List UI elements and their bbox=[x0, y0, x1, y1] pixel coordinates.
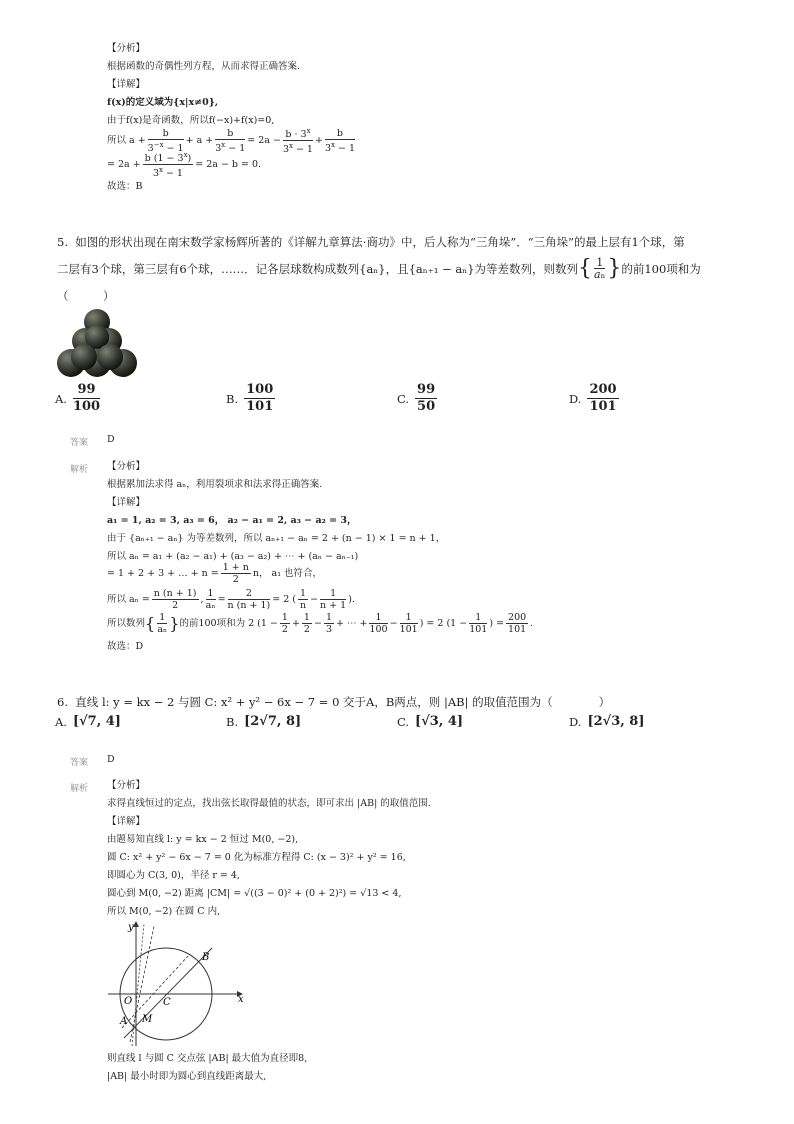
q5-detail-label: 【详解】 bbox=[107, 497, 146, 508]
label-c: C bbox=[163, 997, 171, 1008]
q5-choice: 故选：D bbox=[107, 641, 144, 652]
q6-detail-4: 圆心到 M(0, −2) 距离 |CM| = √((3 − 0)² + (0 + 2)²) = √13 < 4, bbox=[107, 888, 402, 899]
q5-detail-2: 由于 {aₙ₊₁ − aₙ} 为等差数列，所以 aₙ₊₁ − aₙ = 2 + (n − 1) × 1 = n + 1， bbox=[107, 533, 446, 544]
q6-stem: 直线 l: y = kx − 2 与圆 C: x² + y² − 6x − 7 = 0 交于A，B两点，则 |AB| 的取值范围为（ ） bbox=[75, 695, 611, 709]
q5-detail-5: 所以 aₙ = $\frac{n (n + 1)}{2}$ , $\frac{1}{\text{aₙ}}$ = $\frac{2}{n (n + 1)}$ = 2 ( $\frac{1}{n}$ − $\frac{1}{n + 1}$ ). bbox=[107, 588, 355, 611]
q6-circle-figure bbox=[100, 918, 250, 1048]
top-line4: = 2a + $\frac{b (1 - 3^x)}{3^x - 1}$ = 2a − b = 0. bbox=[107, 151, 262, 180]
q5-detail-6: 所以数列 { $\frac{1}{\text{aₙ}}$ } 的前100项和为 2 (1 − $\frac{1}{2}$ + $\frac{1}{2}$ − $\frac{1}{3}$ + ⋯ + $\frac{1}{100}$ − $\frac{1}{101}$ ) = 2 (1 − $\frac{1}{101}$ ) = $\frac{200}{101}$ . bbox=[107, 612, 534, 635]
q6-detail-7: |AB| 最小时即为圆心到直线距离最大, bbox=[107, 1071, 267, 1082]
q6-detail-2: 圆 C: x² + y² − 6x − 7 = 0 化为标准方程得 C: (x − 3)² + y² = 16, bbox=[107, 852, 406, 863]
top-analysis-label: 【分析】 bbox=[107, 43, 146, 54]
top-analysis-text: 根据函数的奇偶性列方程，从而求得正确答案. bbox=[107, 61, 301, 72]
q6-detail-3: 即圆心为 C(3, 0)，半径 r = 4, bbox=[107, 870, 240, 881]
q5-detail-4: = 1 + 2 + 3 + … + n = $\frac{1 + n}{2}$ n， a₁ 也符合， bbox=[107, 562, 323, 585]
top-line3-prefix: 所以 a + bbox=[107, 135, 146, 147]
q5-line2: 二层有3个球，第三层有6个球，……．记各层球数构成数列{aₙ}，且{aₙ₊₁ − aₙ}为等差数列，则数列 { $\frac{1}{\text{aₙ}}$ } 的前100项和为 bbox=[57, 256, 701, 281]
label-b: B bbox=[202, 952, 210, 963]
q5-paren: （ ） bbox=[57, 289, 115, 303]
top-line4-prefix: = 2a + bbox=[107, 159, 141, 171]
label-y: y bbox=[128, 922, 134, 933]
q5-option-a[interactable]: A. 99 100 bbox=[55, 382, 101, 414]
top-line1: f(x)的定义域为{x|x≠0}, bbox=[107, 97, 219, 108]
q6-detail-1: 由题易知直线 l: y = kx − 2 恒过 M(0, −2), bbox=[107, 834, 299, 845]
dashed-line-2 bbox=[122, 956, 188, 1028]
q5-detail-3: 所以 aₙ = a₁ + (a₂ − a₁) + (a₃ − a₂) + ⋯ + (aₙ − aₙ₋₁) bbox=[107, 551, 359, 562]
q5-explain-label: 解析 bbox=[70, 465, 89, 475]
q6-explain-label: 解析 bbox=[70, 784, 89, 794]
q5-stem-line1: 如图的形状出现在南宋数学家杨辉所著的《详解九章算法·商功》中，后人称为“三角垛”．“三角垛”的最上层有1个球，第 bbox=[75, 235, 685, 249]
q6-analysis-label: 【分析】 bbox=[107, 780, 146, 791]
q6-answer: D bbox=[107, 754, 115, 765]
top-line3: 所以 a + $\frac{b}{3^{-x} - 1}$ + a + $\frac{b}{3^x - 1}$ = 2a − $\frac{b \cdot 3^x}{3^x - 1}$ + $\frac{b}{3^x - 1}$ bbox=[107, 127, 355, 156]
triangle-pile-figure bbox=[55, 305, 140, 380]
q5-option-d[interactable]: D. 200 101 bbox=[569, 382, 617, 414]
q6-stem-line bbox=[57, 694, 610, 710]
label-o: O bbox=[124, 996, 133, 1007]
top-detail-label: 【详解】 bbox=[107, 79, 146, 90]
q5-stem-line2: 二层有3个球，第三层有6个球，……．记各层球数构成数列{aₙ}，且{aₙ₊₁ − aₙ}为等差数列，则数列 bbox=[57, 261, 579, 276]
q6-option-b[interactable]: B. [2√7, 8] bbox=[226, 714, 302, 729]
q6-analysis-text: 求得直线恒过的定点，找出弦长取得最值的状态，即可求出 |AB| 的取值范围. bbox=[107, 798, 431, 809]
q6-option-d[interactable]: D. [2√3, 8] bbox=[569, 714, 645, 729]
q6-detail-label: 【详解】 bbox=[107, 816, 146, 827]
q5-option-b[interactable]: B. 100 101 bbox=[226, 382, 274, 414]
label-m: M bbox=[142, 1014, 153, 1025]
q6-detail-6: 则直线 l 与圆 C 交点弦 |AB| 最大值为直径即8, bbox=[107, 1053, 308, 1064]
q5-number: 5. bbox=[57, 235, 68, 249]
q5-detail-1: a₁ = 1, a₂ = 3, a₃ = 6， a₂ − a₁ = 2, a₃ − a₂ = 3， bbox=[107, 515, 357, 526]
q5-line1 bbox=[57, 234, 685, 250]
top-line2: 由于f(x)是奇函数，所以f(−x)+f(x)=0, bbox=[107, 115, 275, 126]
q6-answer-label: 答案 bbox=[70, 758, 89, 768]
q5-analysis-text: 根据累加法求得 aₙ，利用裂项求和法求得正确答案. bbox=[107, 479, 323, 490]
top-choice: 故选：B bbox=[107, 181, 143, 192]
label-x: x bbox=[238, 994, 244, 1005]
q6-option-c[interactable]: C. [√3, 4] bbox=[397, 714, 464, 729]
q6-detail-5: 所以 M(0, −2) 在圆 C 内, bbox=[107, 906, 221, 917]
q5-analysis-label: 【分析】 bbox=[107, 461, 146, 472]
q6-option-a[interactable]: A. [√7, 4] bbox=[55, 714, 121, 729]
q5-answer-label: 答案 bbox=[70, 438, 89, 448]
q6-number: 6. bbox=[57, 695, 68, 709]
label-a: A bbox=[120, 1016, 128, 1027]
q5-answer: D bbox=[107, 434, 115, 445]
q5-stem-line2-suffix: 的前100项和为 bbox=[621, 261, 701, 276]
q5-option-c[interactable]: C. 99 50 bbox=[397, 382, 436, 414]
